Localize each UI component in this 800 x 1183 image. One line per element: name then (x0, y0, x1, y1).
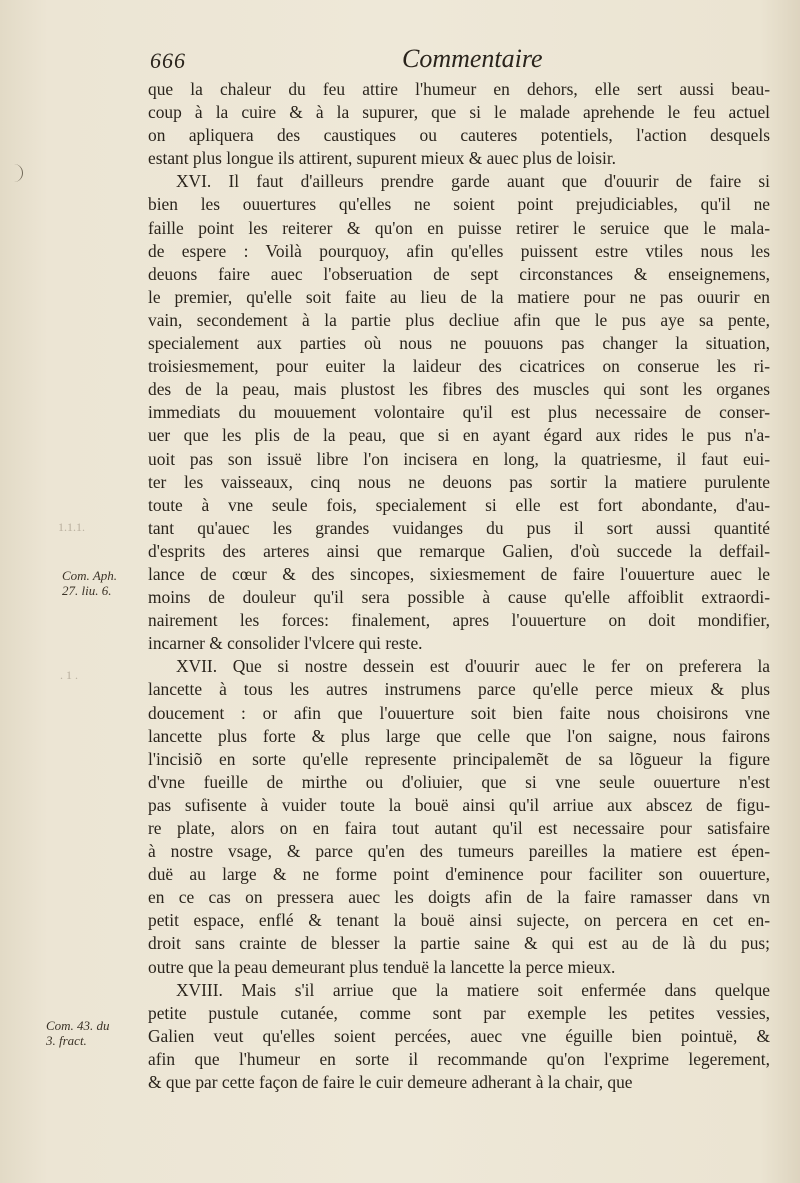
margin-note-line: Com. Aph. (62, 568, 118, 583)
page-edge-mark (14, 164, 23, 182)
text-line: XVII. Que si nostre dessein est d'ouurir auec le fer on preferera la (176, 656, 770, 677)
text-line: on apliquera des caustiques ou cauteres potentiels, l'action desquels (148, 125, 770, 146)
text-line: pas sufisente à vuider toute la bouë ainsi qu'il arriue aux abscez de figu- (148, 794, 770, 815)
text-line: deuons faire auec l'obseruation de sept circonstances & enseignemens, (148, 263, 770, 284)
text-line: lance de cœur & des sincopes, sixiesmement de faire l'ouuerture auec le (148, 563, 770, 584)
text-line: uoit pas son issuë libre l'on incisera en long, la quatriesme, il faut eui- (148, 448, 770, 469)
text-line: immediats du mouuement volontaire qu'il est plus necessaire de conser- (148, 402, 770, 423)
text-line: Galien veut qu'elles soient percées, auec vne éguille bien pointuë, & (148, 1025, 770, 1046)
text-line: afin que l'humeur en sorte il recommande qu'on l'exprime legerement, (148, 1048, 770, 1069)
text-line: duë au large & ne forme point d'eminence pour faciliter son ouuerture, (148, 864, 770, 885)
text-line: specialement aux parties où nous ne pouuons pas changer la situation, (148, 333, 770, 354)
text-line: que la chaleur du feu attire l'humeur en dehors, elle sert aussi beau- (148, 79, 770, 99)
running-title: Commentaire (402, 44, 543, 73)
text-line: moins de douleur qu'il sera possible à cause qu'elle affoiblit extraordi- (148, 587, 770, 608)
text-line: des de la peau, mais plustost les fibres des muscles qui sont les organes (148, 379, 770, 400)
margin-note-fractures (46, 1018, 110, 1048)
text-line: & que par cette façon de faire le cuir demeure adherant à la chair, que (148, 1072, 633, 1093)
text-line: en ce cas on pressera auec les doigts afin de la faire ramasser dans vn (148, 887, 770, 908)
text-line: faille point les reiterer & qu'on en puisse retirer le seruice que le mala- (148, 217, 770, 238)
text-line: XVIII. Mais s'il arriue que la matiere soit enfermée dans quelque (176, 979, 770, 1000)
text-line: de espere : Voilà pourquoy, afin qu'elles puissent estre vtiles nous les (148, 240, 770, 261)
faint-bleed-mark: 1.1.1. (58, 520, 85, 534)
text-line: d'vne fueille de mirthe ou d'oliuier, que si vne seule ouuerture n'est (148, 771, 770, 792)
margin-note-line: 3. fract. (46, 1033, 87, 1048)
text-line: lancette plus forte & plus large que celle que l'on saigne, nous fairons (148, 725, 770, 746)
margin-note-line: 27. liu. 6. (62, 583, 112, 598)
text-line: incarner & consolider l'vlcere qui reste. (148, 633, 423, 654)
text-line: estant plus longue ils attirent, supurent mieux & auec plus de loisir. (148, 148, 617, 169)
text-line: petite pustule cutanée, comme sont par exemple les petites vessies, (148, 1002, 770, 1023)
body-text (148, 78, 770, 1094)
page-header (150, 44, 750, 78)
text-line: lancette à tous les autres instrumens parce qu'elle perce mieux & plus (148, 679, 770, 700)
text-line: outre que la peau demeurant plus tenduë la lancette la perce mieux. (148, 956, 616, 977)
margin-note-aphorisms (62, 568, 117, 598)
page-number: 666 (150, 48, 186, 73)
faint-bleed-mark: . 1 . (60, 668, 78, 682)
text-line: vain, secondement à la partie plus decliue afin que le pus aye sa pente, (148, 309, 770, 330)
text-line: droit sans crainte de blesser la partie saine & qui est au de là du pus; (148, 933, 770, 954)
text-line: petit espace, enflé & tenant la bouë ainsi sujecte, on percera en cet en- (148, 910, 770, 931)
text-line: XVI. Il faut d'ailleurs prendre garde auant que d'ouurir de faire si (176, 171, 770, 192)
text-line: uer que les plis de la peau, que si en ayant égard aux rides le pus n'a- (148, 425, 770, 446)
text-line: le premier, qu'elle soit faite au lieu de la matiere pour ne pas ouurir en (148, 286, 770, 307)
text-line: toute à vne seule fois, specialement si elle est fort abondante, d'au- (148, 494, 770, 515)
margin-note-line: Com. 43. du (46, 1018, 110, 1033)
text-line: doucement : or afin que l'ouuerture soit bien faite nous choisirons vne (148, 702, 770, 723)
text-line: à nostre vsage, & parce qu'en des tumeurs pareilles la matiere est épen- (148, 841, 770, 862)
text-line: coup à la cuire & à la supurer, que si le malade aprehende le feu actuel (148, 102, 770, 123)
text-line: ter les vaisseaux, cinq nous ne deuons pas sortir la matiere purulente (148, 471, 770, 492)
text-line: bien les ouuertures qu'elles ne soient point prejudiciables, qu'il ne (148, 194, 770, 215)
text-line: l'incisiõ en sorte qu'elle represente principalemẽt de sa lõgueur la figure (148, 748, 770, 769)
text-line: re plate, alors on en faira tout autant qu'il est necessaire pour satisfaire (148, 818, 770, 838)
text-line: d'esprits des arteres ainsi que remarque Galien, d'où succede la deffail- (148, 540, 770, 561)
text-line: tant qu'auec les grandes vuidanges du pus il sort aussi quantité (148, 517, 770, 538)
text-line: troisiesmement, pour euiter la laideur des cicatrices on conserue les ri- (148, 356, 770, 377)
text-line: nairement les forces: finalement, apres l'ouuerture on doit mondifier, (148, 610, 770, 631)
